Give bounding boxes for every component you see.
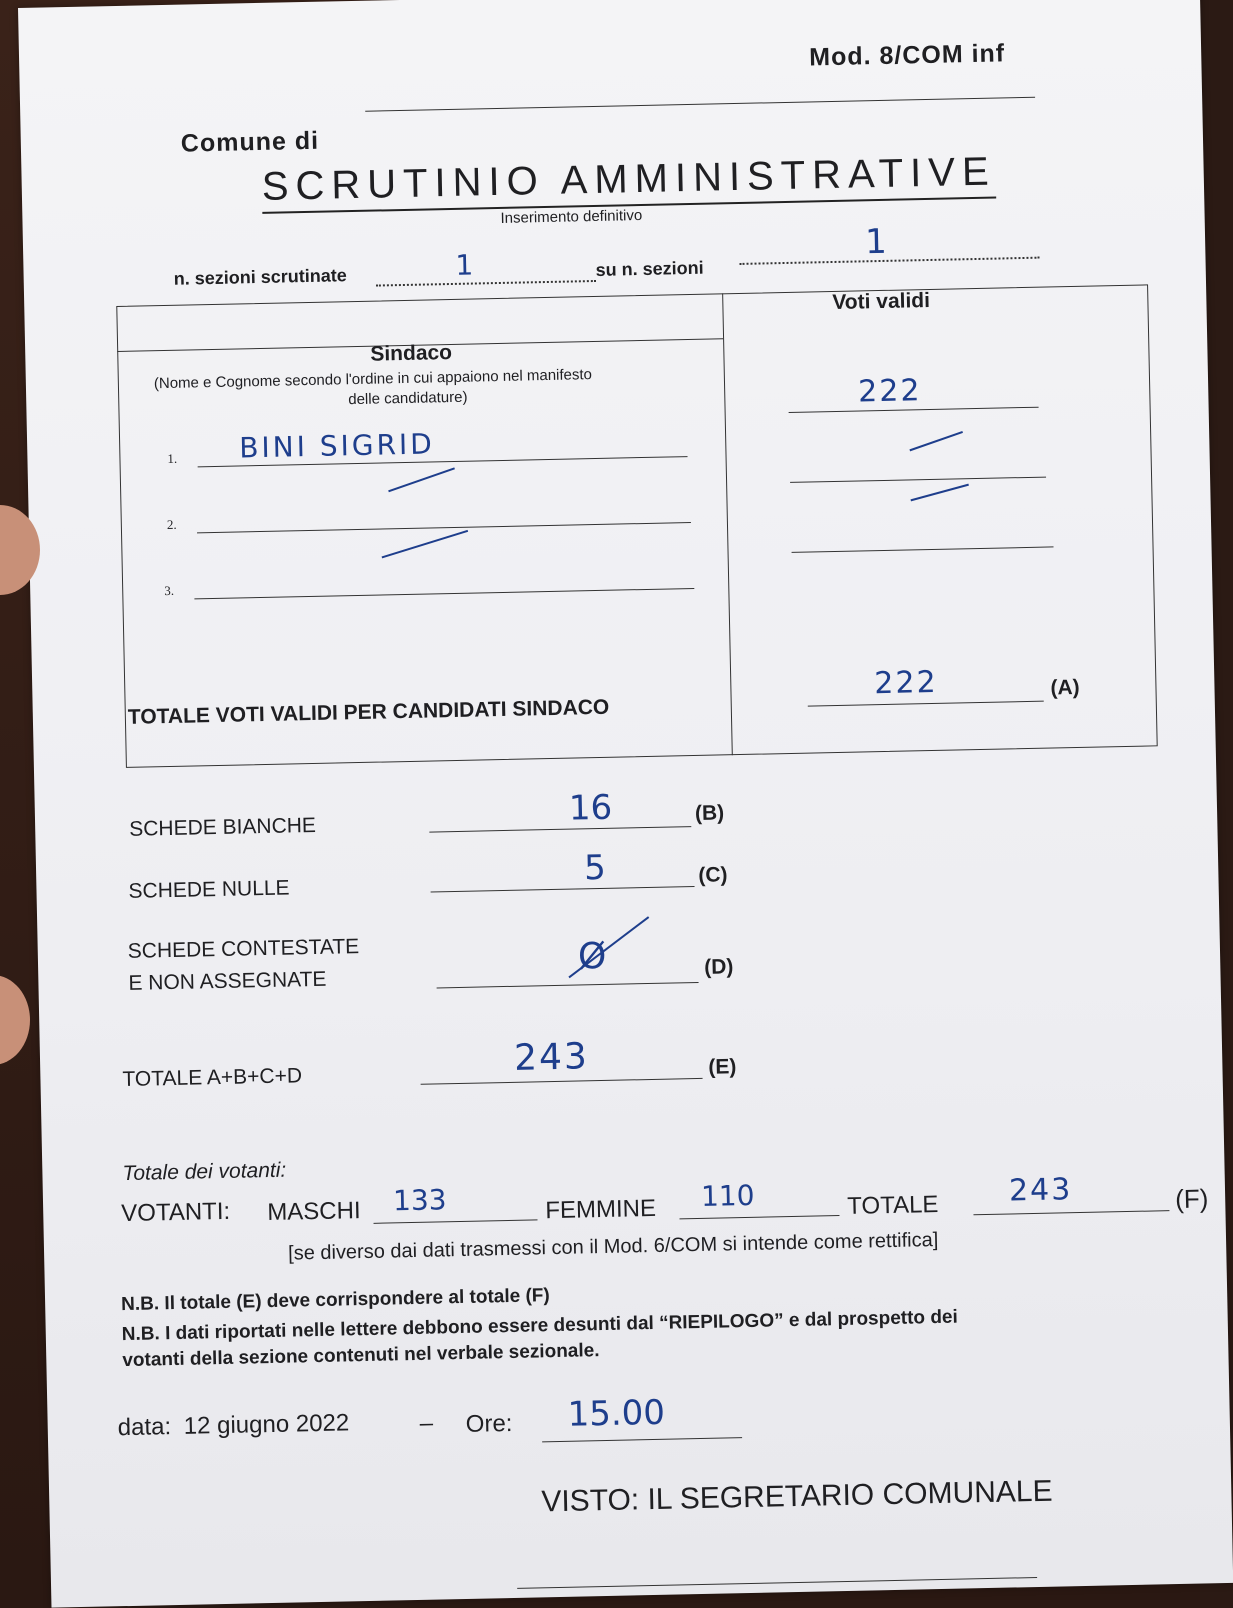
nb-note-2: N.B. I dati riportati nelle lettere debbono essere desunti dal “RIEPILOGO” e dal prospetto dei bbox=[121, 1306, 958, 1346]
signature-line bbox=[517, 1577, 1037, 1589]
sindaco-header: Sindaco bbox=[370, 340, 453, 366]
maschi-value: 133 bbox=[392, 1183, 447, 1218]
schede-contestate-line bbox=[437, 982, 699, 988]
femmine-label: FEMMINE bbox=[545, 1194, 657, 1225]
data-value: 12 giugno 2022 bbox=[183, 1409, 350, 1440]
voti-validi-header: Voti validi bbox=[832, 288, 931, 315]
schede-nulle-line bbox=[431, 886, 695, 893]
letter-f: (F) bbox=[1174, 1183, 1209, 1215]
ore-label: Ore: bbox=[465, 1409, 513, 1438]
totale-abcd-line bbox=[421, 1078, 703, 1085]
visto-segretario: VISTO: IL SEGRETARIO COMUNALE bbox=[541, 1474, 1053, 1519]
sindaco-note-2: delle candidature) bbox=[348, 388, 468, 409]
letter-a: (A) bbox=[1050, 675, 1080, 700]
sindaco-note-1: (Nome e Cognome secondo l'ordine in cui appaiono nel manifesto bbox=[153, 366, 593, 393]
sezioni-totale-label: su n. sezioni bbox=[595, 257, 704, 280]
row-number: 3. bbox=[164, 582, 175, 599]
letter-e: (E) bbox=[708, 1055, 737, 1079]
rettifica-note: [se diverso dai dati trasmessi con il Mod. 6/COM si intende come rettifica] bbox=[287, 1229, 939, 1265]
nb-note-2-continued: votanti della sezione contenuti nel verbale sezionale. bbox=[122, 1340, 600, 1372]
comune-line bbox=[365, 97, 1035, 112]
model-code: Mod. 8/COM inf bbox=[808, 39, 1006, 72]
row-number: 1. bbox=[167, 450, 178, 466]
schede-bianche-label: SCHEDE BIANCHE bbox=[128, 813, 317, 841]
letter-b: (B) bbox=[694, 801, 725, 825]
schede-contestate-value: Ø bbox=[577, 935, 607, 978]
schede-contestate-label-1: SCHEDE CONTESTATE bbox=[127, 935, 360, 963]
letter-d: (D) bbox=[704, 955, 734, 979]
comune-label: Comune di bbox=[180, 126, 320, 158]
totale-abcd-label: TOTALE A+B+C+D bbox=[122, 1064, 303, 1092]
totale-votanti-label: TOTALE bbox=[846, 1190, 939, 1220]
sezioni-scrutinate-label: n. sezioni scrutinate bbox=[173, 265, 347, 289]
sezioni-totale-value: 1 bbox=[864, 221, 888, 263]
letter-c: (C) bbox=[698, 863, 728, 887]
schede-contestate-label-2: E NON ASSEGNATE bbox=[128, 967, 327, 995]
totale-abcd-value: 243 bbox=[513, 1036, 590, 1079]
sezioni-scrutinate-value: 1 bbox=[455, 248, 474, 282]
schede-nulle-value: 5 bbox=[583, 847, 607, 889]
ore-value: 15.00 bbox=[567, 1392, 666, 1435]
ore-line bbox=[542, 1437, 742, 1442]
form-subtitle: Inserimento definitivo bbox=[500, 206, 643, 227]
totale-votanti-line bbox=[973, 1210, 1169, 1215]
ballot-form-sheet bbox=[18, 0, 1233, 1608]
maschi-line bbox=[374, 1219, 538, 1223]
nb-note-1: N.B. Il totale (E) deve corrispondere al totale (F) bbox=[120, 1285, 550, 1316]
date-dash: – bbox=[419, 1409, 434, 1437]
sezioni-scrutinate-dots bbox=[376, 280, 596, 287]
schede-bianche-line bbox=[429, 826, 691, 832]
maschi-label: MASCHI bbox=[266, 1197, 361, 1227]
votanti-label: VOTANTI: bbox=[120, 1197, 231, 1228]
schede-bianche-value: 16 bbox=[568, 787, 613, 829]
candidate-name: BINI SIGRID bbox=[238, 427, 436, 465]
totale-votanti-value: 243 bbox=[1008, 1172, 1073, 1209]
totale-voti-validi-value: 222 bbox=[873, 664, 938, 702]
candidate-votes: 222 bbox=[857, 373, 922, 410]
totale-voti-validi-label: TOTALE VOTI VALIDI PER CANDIDATI SINDACO bbox=[127, 695, 610, 729]
candidates-table bbox=[116, 284, 1157, 768]
totale-votanti-heading: Totale dei votanti: bbox=[122, 1158, 287, 1186]
femmine-value: 110 bbox=[700, 1178, 755, 1213]
schede-nulle-label: SCHEDE NULLE bbox=[128, 876, 290, 903]
femmine-line bbox=[679, 1215, 839, 1219]
row-number: 2. bbox=[166, 516, 177, 532]
data-label: data: bbox=[117, 1413, 172, 1442]
sezioni-totale-dots bbox=[739, 257, 1039, 265]
form-title: SCRUTINIO AMMINISTRATIVE bbox=[261, 150, 996, 214]
